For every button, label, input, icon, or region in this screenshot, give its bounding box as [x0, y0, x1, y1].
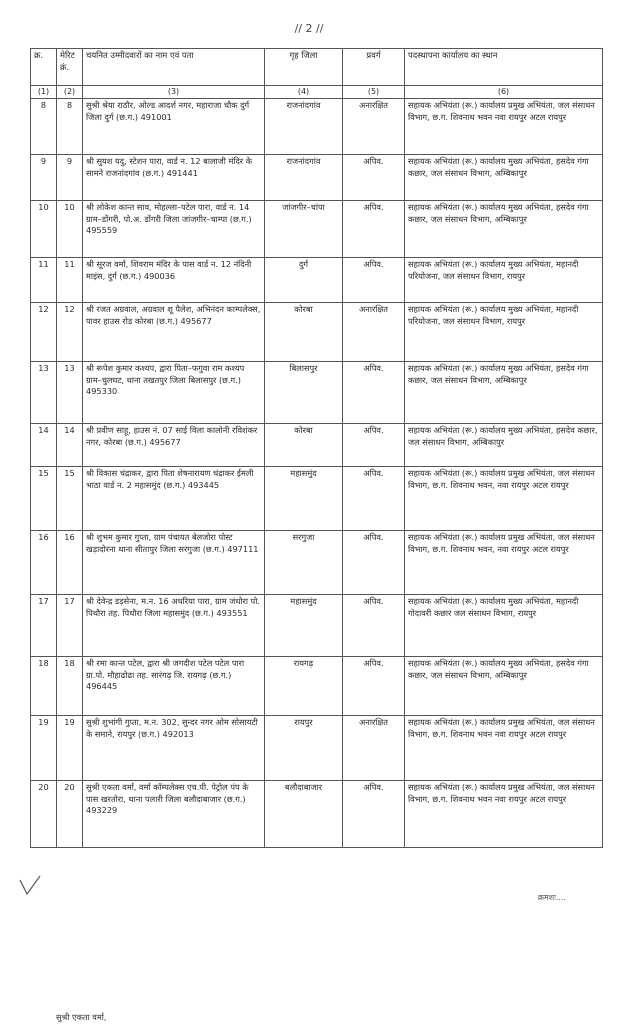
cell-district: रायगढ़	[265, 657, 343, 716]
cell-merit: 20	[57, 781, 83, 848]
table-row	[31, 657, 603, 716]
header-row	[31, 49, 603, 86]
cell-name-address: श्री शुभम कुमार गुप्ता, ग्राम पंचायत बेलजोरा पोस्ट खड़ादोरना थाना सीतापुर जिला सरगुजा (छ.ग.) 497111	[83, 531, 265, 595]
col-number: (5)	[343, 86, 405, 99]
col-number: (3)	[83, 86, 265, 99]
header-name: चयनित उम्मीदवारों का नाम एवं पता	[83, 49, 265, 86]
cell-merit: 8	[57, 99, 83, 155]
cell-district: बलौदाबाजार	[265, 781, 343, 848]
cell-category: अपिव.	[343, 201, 405, 258]
cell-posting: सहायक अभियंता (रू.) कार्यालय मुख्य अभियंता, हसदेव गंगा कछार, जल संसाधन विभाग, अम्बिकापुर	[405, 362, 603, 424]
cell-district: दुर्ग	[265, 258, 343, 303]
cell-sno: 11	[31, 258, 57, 303]
header-merit: मेरिट क्रं.	[57, 49, 83, 86]
cell-sno: 17	[31, 595, 57, 657]
cell-district: राजनांदगांव	[265, 155, 343, 201]
table-row	[31, 424, 603, 467]
cell-category: अनारक्षित	[343, 716, 405, 781]
cell-name-address: श्री रजत अग्रवाल, अग्रवाल शू पैलेश, अभिनंदन काम्पलेक्स, पावर हाउस रोड कोरबा (छ.ग.) 495677	[83, 303, 265, 362]
cell-merit: 13	[57, 362, 83, 424]
cell-district: कोरबा	[265, 303, 343, 362]
table-row	[31, 595, 603, 657]
cell-merit: 16	[57, 531, 83, 595]
cell-category: अपिव.	[343, 155, 405, 201]
cell-category: अनारक्षित	[343, 99, 405, 155]
cell-posting: सहायक अभियंता (रू.) कार्यालय मुख्य अभियंता, हसदेव गंगा कछार, जल संसाधन विभाग, अम्बिकापुर	[405, 657, 603, 716]
cell-category: अपिव.	[343, 362, 405, 424]
cell-district: कोरबा	[265, 424, 343, 467]
cell-posting: सहायक अभियंता (रू.) कार्यालय मुख्य अभियंता, महानदी परियोजना, जल संसाधन विभाग, रायपुर	[405, 303, 603, 362]
cell-merit: 10	[57, 201, 83, 258]
cell-posting: सहायक अभियंता (रू.) कार्यालय प्रमुख अभियंता, जल संसाधन विभाग, छ.ग. शिवनाथ भवन, नवा रायपुर अटल रायपुर	[405, 467, 603, 531]
next-page-start: सुश्री एकता वर्मा,	[56, 1012, 107, 1022]
table-row	[31, 155, 603, 201]
cell-sno: 9	[31, 155, 57, 201]
cell-sno: 12	[31, 303, 57, 362]
cell-sno: 8	[31, 99, 57, 155]
table-row	[31, 258, 603, 303]
cell-posting: सहायक अभियंता (रू.) कार्यालय प्रमुख अभियंता, जल संसाधन विभाग, छ.ग. शिवनाथ भवन नवा रायपुर अटल रायपुर	[405, 99, 603, 155]
header-posting: पदस्थापना कार्यालय का स्थान	[405, 49, 603, 86]
col-number: (1)	[31, 86, 57, 99]
cell-name-address: श्री रूपेश कुमार कश्यप, द्वारा पिता–फगुवा राम कश्यप ग्राम–चुलघट, थाना तखतपुर जिला बिलासपुर (छ.ग.) 495330	[83, 362, 265, 424]
cell-posting: सहायक अभियंता (रू.) कार्यालय प्रमुख अभियंता, जल संसाधन विभाग, छ.ग. शिवनाथ भवन नवा रायपुर अटल रायपुर	[405, 781, 603, 848]
cell-posting: सहायक अभियंता (रू.) कार्यालय मुख्य अभियंता, हसदेव गंगा कछार, जल संसाधन विभाग, अम्बिकापुर	[405, 155, 603, 201]
table-row	[31, 531, 603, 595]
cell-category: अपिव.	[343, 258, 405, 303]
cell-sno: 18	[31, 657, 57, 716]
column-number-row	[31, 86, 603, 99]
cell-category: अनारक्षित	[343, 303, 405, 362]
cell-sno: 14	[31, 424, 57, 467]
cell-name-address: श्री देवेन्द्र डड़सेना, म.न. 16 अधरिया पारा, ग्राम जंधोरा पो. पिथौरा तह. पिथौरा जिला महासमुंद (छ.ग.) 493551	[83, 595, 265, 657]
table-row	[31, 362, 603, 424]
cell-name-address: सुश्री श्रेया राठौर, ओल्ड आदर्श नगर, महाराजा चौक दुर्ग जिला दुर्ग (छ.ग.) 491001	[83, 99, 265, 155]
page-number: // 2 //	[294, 22, 324, 35]
cell-sno: 16	[31, 531, 57, 595]
cell-merit: 18	[57, 657, 83, 716]
cell-merit: 17	[57, 595, 83, 657]
cell-name-address: सुश्री शुभांगी गुप्ता, म.न. 302, सुन्दर नगर ओम सोसायटी के समाने, रायपुर (छ.ग.) 492013	[83, 716, 265, 781]
cell-category: अपिव.	[343, 657, 405, 716]
col-number: (6)	[405, 86, 603, 99]
header-district: गृह जिला	[265, 49, 343, 86]
cell-name-address: श्री प्रवीण साहू, हाउस नं. 07 साई विला कालोनी रविशंकर नगर, कोरबा (छ.ग.) 495677	[83, 424, 265, 467]
col-number: (2)	[57, 86, 83, 99]
cell-category: अपिव.	[343, 595, 405, 657]
table-row	[31, 716, 603, 781]
cell-merit: 19	[57, 716, 83, 781]
cell-category: अपिव.	[343, 467, 405, 531]
header-category: प्रवर्ग	[343, 49, 405, 86]
cell-name-address: श्री सूरज वर्मा, शिवराम मंदिर के पास वार्ड न. 12 नंदिनी माइंस, दुर्ग (छ.ग.) 490036	[83, 258, 265, 303]
cell-district: रायपुर	[265, 716, 343, 781]
cell-district: महासमुंद	[265, 595, 343, 657]
selection-table-container	[30, 48, 602, 848]
cell-name-address: श्री विकास चंद्राकर, द्वारा पिता शेषनारायण चंद्राकर ईमली भाठा वार्ड न. 2 महासमुंद (छ.ग.) 493445	[83, 467, 265, 531]
cell-posting: सहायक अभियंता (रू.) कार्यालय प्रमुख अभियंता, जल संसाधन विभाग, छ.ग. शिवनाथ भवन नवा रायपुर अटल रायपुर	[405, 716, 603, 781]
table-row	[31, 781, 603, 848]
cell-category: अपिव.	[343, 781, 405, 848]
cell-sno: 20	[31, 781, 57, 848]
cell-merit: 9	[57, 155, 83, 201]
margin-tick-mark	[18, 872, 42, 898]
cell-merit: 11	[57, 258, 83, 303]
continued-note: क्रमशः....	[537, 893, 566, 902]
cell-sno: 13	[31, 362, 57, 424]
selection-table	[30, 48, 603, 848]
cell-merit: 14	[57, 424, 83, 467]
cell-posting: सहायक अभियंता (रू.) कार्यालय मुख्य अभियंता, महानदी गोदावरी कछार जल संसाधन विभाग, रायपुर	[405, 595, 603, 657]
table-row	[31, 467, 603, 531]
cell-district: सरगुजा	[265, 531, 343, 595]
cell-district: जांजगीर–चांपा	[265, 201, 343, 258]
cell-name-address: श्री लोकेश कान्त साव, मोहल्ला–पटेल पारा, वार्ड न. 14 ग्राम–डोंगरी, पो.अ. डोंगरी जिला जांजगीर–चाम्पा (छ.ग.) 495559	[83, 201, 265, 258]
col-number: (4)	[265, 86, 343, 99]
cell-merit: 15	[57, 467, 83, 531]
table-row	[31, 99, 603, 155]
cell-category: अपिव.	[343, 531, 405, 595]
cell-district: महासमुंद	[265, 467, 343, 531]
cell-posting: सहायक अभियंता (रू.) कार्यालय मुख्य अभियंता, हसदेव गंगा कछार, जल संसाधन विभाग, अम्बिकापुर	[405, 201, 603, 258]
cell-sno: 19	[31, 716, 57, 781]
cell-district: बिलासपुर	[265, 362, 343, 424]
cell-name-address: सुश्री एकता वर्मा, वर्मा कॉम्पलेक्स एच.पी. पेट्रोल पंप के पास खरतोरा, थाना पलारी जिला बलौदाबाजार (छ.ग.) 493229	[83, 781, 265, 848]
cell-posting: सहायक अभियंता (रू.) कार्यालय मुख्य अभियंता, महानदी परियोजना, जल संसाधन विभाग, रायपुर	[405, 258, 603, 303]
cell-posting: सहायक अभियंता (रू.) कार्यालय प्रमुख अभियंता, जल संसाधन विभाग, छ.ग. शिवनाथ भवन, नवा रायपुर अटल रायपुर	[405, 531, 603, 595]
cell-posting: सहायक अभियंता (रू.) कार्यालय मुख्य अभियंता, हसदेव कछार, जल संसाधन विभाग, अम्बिकापुर	[405, 424, 603, 467]
cell-sno: 10	[31, 201, 57, 258]
cell-district: राजनांदगांव	[265, 99, 343, 155]
cell-category: अपिव.	[343, 424, 405, 467]
header-sno: क्र.	[31, 49, 57, 86]
table-row	[31, 201, 603, 258]
cell-name-address: श्री रमा कान्त पटेल, द्वारा श्री जगदीश पटेल पटेल पारा ग्रा.पो. मौहाढोढा तह. सारंगढ़ जि. रायगढ़ (छ.ग.) 496445	[83, 657, 265, 716]
table-row	[31, 303, 603, 362]
cell-sno: 15	[31, 467, 57, 531]
cell-name-address: श्री सुयश यदु, स्टेशन पारा, वार्ड न. 12 बालाजी मंदिर के सामने राजनांदगांव (छ.ग.) 491441	[83, 155, 265, 201]
cell-merit: 12	[57, 303, 83, 362]
